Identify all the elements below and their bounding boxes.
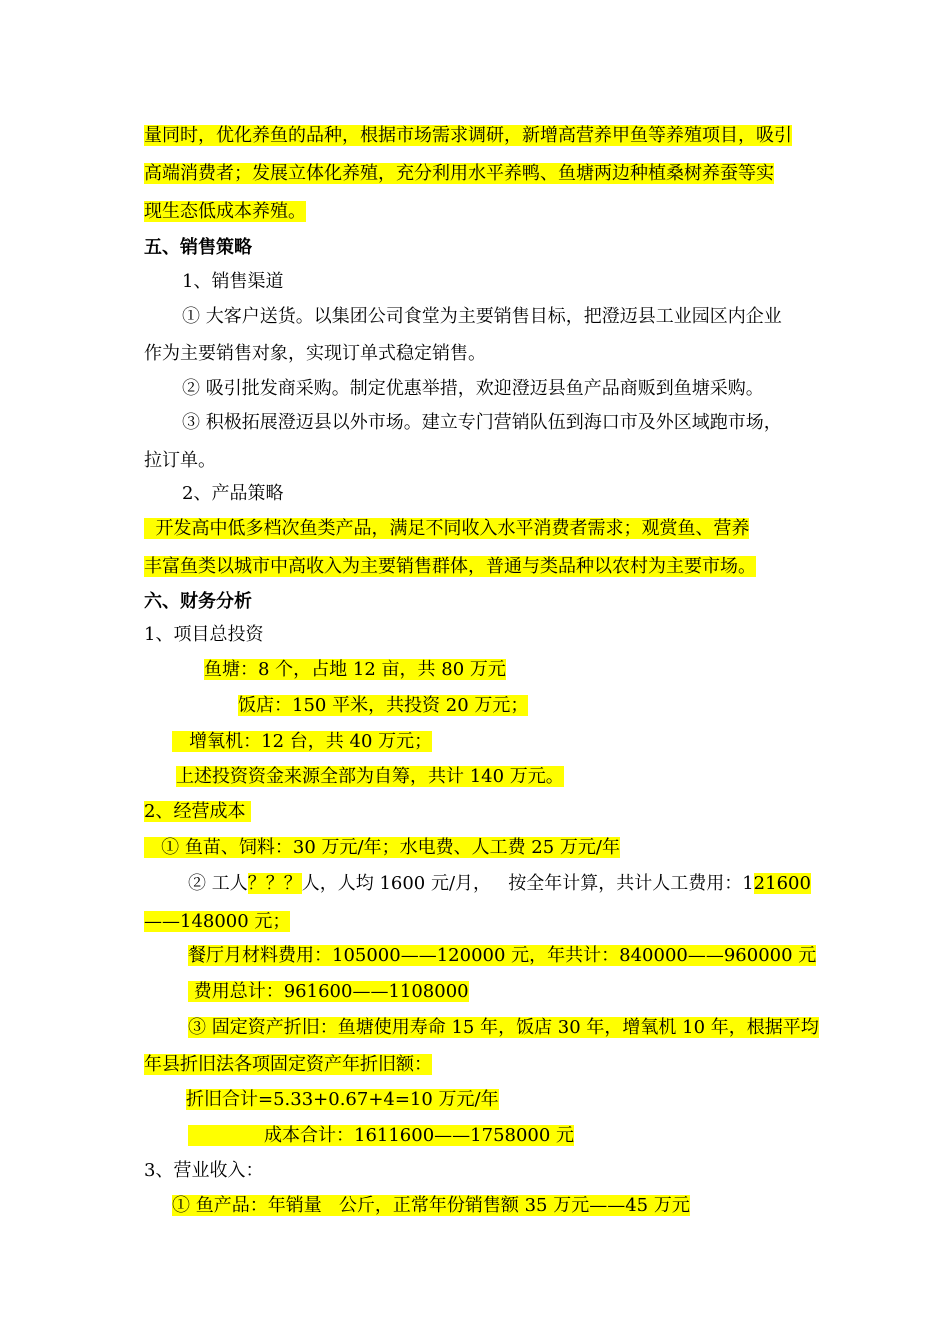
sales-item-2: ② 吸引批发商采购。制定优惠举措，欢迎澄迈县鱼产品商贩到鱼塘采购。 xyxy=(182,378,764,399)
investment-restaurant: 饭店：150 平米，共投资 20 万元； xyxy=(238,695,529,716)
depreciation-line-1: ③ 固定资产折旧：鱼塘使用寿命 15 年，饭店 30 年，增氧机 10 年，根据平均 xyxy=(188,1017,819,1038)
operating-revenue-heading: 3、营业收入： xyxy=(144,1160,264,1181)
section-5-heading: 五、销售策略 xyxy=(144,237,252,258)
cost-total: 费用总计：961600——1108000 xyxy=(188,980,469,1004)
depreciation-line-2: 年县折旧法各项固定资产年折旧额： xyxy=(144,1054,432,1075)
sales-item-1-line-1: ① 大客户送货。以集团公司食堂为主要销售目标，把澄迈县工业园区内企业 xyxy=(182,306,782,327)
cost-item-1: ① 鱼苗、饲料：30 万元/年；水电费、人工费 25 万元/年 xyxy=(144,836,620,860)
section-6-heading: 六、财务分析 xyxy=(144,591,252,612)
cost-item-2-line-2: ——148000 元； xyxy=(144,911,291,932)
product-strategy-line-1: 开发高中低多档次鱼类产品，满足不同收入水平消费者需求；观赏鱼、营养 xyxy=(144,517,749,541)
cost-item-2-line-1: ② 工人？？？人，人均 1600 元/月， 按全年计算，共计人工费用：121600 xyxy=(188,873,811,894)
investment-aerator: 增氧机：12 台，共 40 万元； xyxy=(172,730,432,754)
intro-line-2: 高端消费者；发展立体化养殖，充分利用水平养鸭、鱼塘两边种植桑树养蚕等实 xyxy=(144,163,774,184)
investment-fish-pond: 鱼塘：8 个，占地 12 亩，共 80 万元 xyxy=(204,659,506,680)
intro-line-3: 现生态低成本养殖。 xyxy=(144,201,306,222)
investment-summary: 上述投资资金来源全部为自筹，共计 140 万元。 xyxy=(176,766,564,787)
cost-grand-total: 成本合计：1611600——1758000 元 xyxy=(188,1124,574,1148)
operating-cost-heading: 2、经营成本 xyxy=(144,800,251,824)
revenue-fish-products: ① 鱼产品：年销量 公斤，正常年份销售额 35 万元——45 万元 xyxy=(172,1195,690,1216)
intro-line-1: 量同时，优化养鱼的品种，根据市场需求调研，新增高营养甲鱼等养殖项目，吸引 xyxy=(144,125,792,146)
total-investment-heading: 1、项目总投资 xyxy=(144,624,264,645)
depreciation-total: 折旧合计=5.33+0.67+4=10 万元/年 xyxy=(186,1089,499,1110)
sales-item-3-line-1: ③ 积极拓展澄迈县以外市场。建立专门营销队伍到海口市及外区域跑市场， xyxy=(182,412,782,433)
restaurant-material-cost: 餐厅月材料费用：105000——120000 元，年共计：840000——960000 元 xyxy=(188,945,817,966)
product-strategy-heading: 2、产品策略 xyxy=(182,483,284,504)
sales-item-1-line-2: 作为主要销售对象，实现订单式稳定销售。 xyxy=(144,343,486,364)
sales-channel-heading: 1、销售渠道 xyxy=(182,271,284,292)
sales-item-3-line-2: 拉订单。 xyxy=(144,450,216,471)
product-strategy-line-2: 丰富鱼类以城市中高收入为主要销售群体，普通与类品种以农村为主要市场。 xyxy=(144,556,756,577)
